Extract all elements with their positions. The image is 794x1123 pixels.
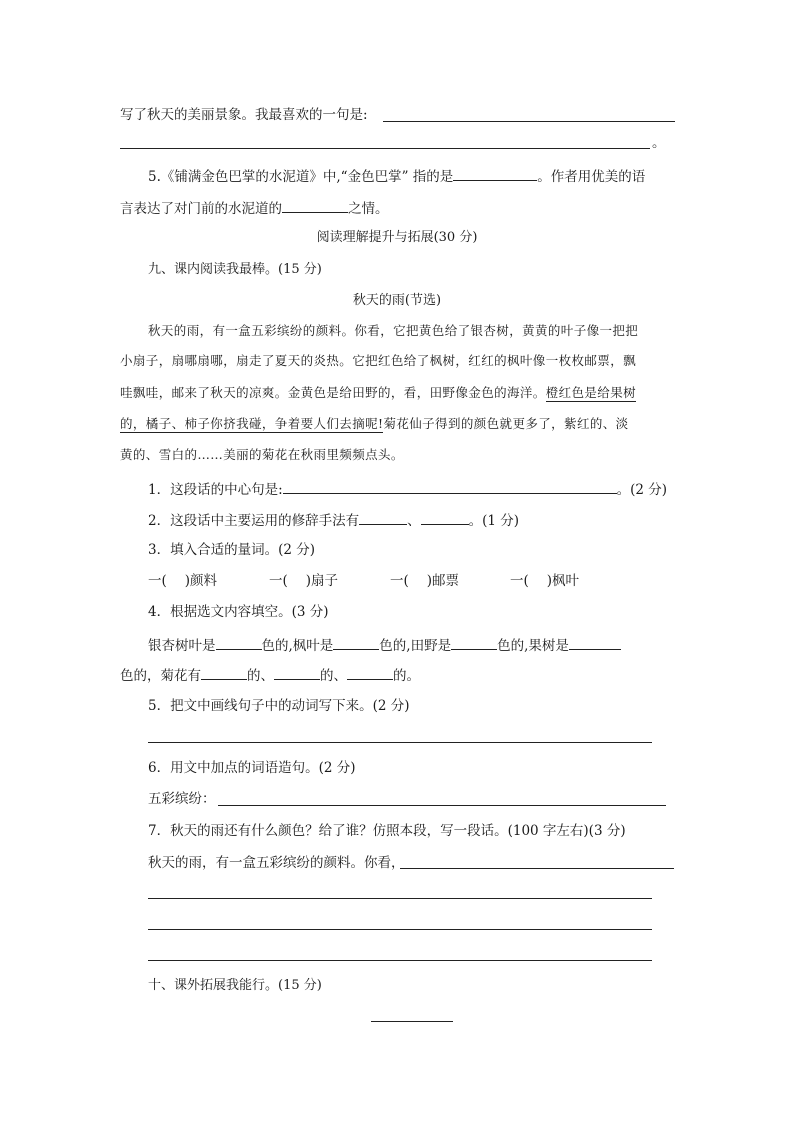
top-line-1-text: 写了秋天的美丽景象。我最喜欢的一句是: bbox=[120, 107, 368, 123]
q2-sep: 、 bbox=[407, 513, 421, 529]
q4-text: 的、 bbox=[320, 668, 347, 684]
q5-text-a: 5.《铺满金色巴掌的水泥道》中,“金色巴掌” 指的是 bbox=[148, 169, 454, 185]
blank[interactable] bbox=[421, 510, 469, 525]
item-post: )枫叶 bbox=[546, 573, 580, 589]
blank[interactable] bbox=[274, 665, 320, 680]
section-nine-heading: 九、课内阅读我最棒。(15 分) bbox=[148, 262, 322, 277]
blank[interactable] bbox=[333, 635, 379, 650]
blank[interactable] bbox=[201, 665, 247, 680]
q5-text-c: 言表达了对门前的水泥道的 bbox=[120, 201, 282, 217]
item-post: )邮票 bbox=[426, 573, 460, 589]
blank[interactable] bbox=[451, 635, 497, 650]
item-post: )颜料 bbox=[184, 573, 218, 589]
q4-line-2 bbox=[120, 665, 420, 685]
question-6: 6．用文中加点的词语造句。(2 分) bbox=[148, 760, 356, 776]
q4-line-1 bbox=[148, 635, 621, 655]
passage-line-3 bbox=[120, 384, 636, 402]
answer-line[interactable] bbox=[383, 121, 675, 122]
period: 。 bbox=[652, 135, 666, 151]
measure-word-item bbox=[148, 572, 217, 590]
passage-title: 秋天的雨(节选) bbox=[352, 293, 442, 308]
answer-line[interactable] bbox=[120, 148, 650, 149]
question-5: 5．把文中画线句子中的动词写下来。(2 分) bbox=[148, 698, 410, 714]
q4-text: 银杏树叶是 bbox=[148, 638, 216, 654]
passage-line-2: 小扇子，扇哪扇哪，扇走了夏天的炎热。它把红色给了枫树，红红的枫叶像一枚枚邮票，飘 bbox=[120, 353, 637, 368]
answer-line[interactable] bbox=[148, 898, 652, 899]
blank[interactable] bbox=[282, 198, 348, 213]
measure-word-item bbox=[269, 572, 338, 590]
question-7: 7．秋天的雨还有什么颜色？给了谁？仿照本段，写一段话。(100 字左右)(3 分) bbox=[148, 823, 626, 839]
item-pre: 一( bbox=[269, 573, 288, 589]
measure-word-item bbox=[390, 572, 459, 590]
blank[interactable] bbox=[347, 665, 393, 680]
passage-line-3-text: 哇飘哇，邮来了秋天的凉爽。金黄色是给田野的，看，田野像金色的海洋。 bbox=[120, 385, 546, 400]
top-line-1 bbox=[120, 106, 368, 124]
q1-points: 。(2 分) bbox=[616, 482, 668, 498]
q4-text: 色的,田野是 bbox=[379, 638, 452, 654]
q5-text-b: 。作者用优美的语 bbox=[537, 169, 646, 185]
question-2 bbox=[148, 510, 519, 530]
passage-line-4-text: 菊花仙子得到的颜色就更多了，紫红的、淡 bbox=[383, 416, 629, 431]
q2-points: 。(1 分) bbox=[468, 513, 520, 529]
answer-line[interactable] bbox=[148, 929, 652, 930]
section-title: 阅读理解提升与拓展(30 分) bbox=[316, 230, 478, 245]
blank[interactable] bbox=[216, 635, 262, 650]
passage-line-4 bbox=[120, 415, 629, 433]
question-5-prev-cont bbox=[120, 198, 389, 218]
answer-line[interactable] bbox=[400, 868, 674, 869]
underlined-sentence: 的，橘子、柿子你挤我碰，争着要人们去摘呢! bbox=[120, 416, 384, 431]
page-footer-rule bbox=[371, 1021, 453, 1022]
blank[interactable] bbox=[283, 479, 617, 494]
q7-start: 秋天的雨，有一盒五彩缤纷的颜料。你看， bbox=[148, 855, 405, 871]
measure-word-item bbox=[510, 572, 579, 590]
blank[interactable] bbox=[359, 510, 407, 525]
passage-line-1: 秋天的雨，有一盒五彩缤纷的颜料。你看，它把黄色给了银杏树，黄黄的叶子像一把把 bbox=[148, 323, 639, 338]
q4-text: 的、 bbox=[247, 668, 274, 684]
question-1 bbox=[148, 479, 667, 499]
answer-line[interactable] bbox=[218, 805, 666, 806]
blank[interactable] bbox=[569, 635, 621, 650]
q4-text: 色的，菊花有 bbox=[120, 668, 201, 684]
question-4: 4．根据选文内容填空。(3 分) bbox=[148, 604, 329, 620]
q4-text: 的。 bbox=[393, 668, 420, 684]
q5-text-d: 之情。 bbox=[348, 201, 389, 217]
item-pre: 一( bbox=[390, 573, 409, 589]
item-pre: 一( bbox=[148, 573, 167, 589]
q4-text: 色的,果树是 bbox=[497, 638, 569, 654]
item-pre: 一( bbox=[510, 573, 529, 589]
underlined-sentence: 橙红色是给果树 bbox=[545, 385, 637, 400]
q4-text: 色的,枫叶是 bbox=[261, 638, 334, 654]
q6-word-label: 五彩缤纷： bbox=[148, 791, 216, 807]
question-3: 3．填入合适的量词。(2 分) bbox=[148, 542, 316, 558]
section-ten-heading: 十、课外拓展我能行。(15 分) bbox=[148, 978, 322, 993]
q2-text: 2．这段话中主要运用的修辞手法有 bbox=[148, 513, 360, 529]
item-post: )扇子 bbox=[305, 573, 339, 589]
answer-line[interactable] bbox=[148, 742, 652, 743]
answer-line[interactable] bbox=[148, 960, 652, 961]
q1-text: 1．这段话的中心句是: bbox=[148, 482, 283, 498]
question-5-prev bbox=[148, 166, 645, 186]
blank[interactable] bbox=[453, 166, 537, 181]
passage-line-5: 黄的、雪白的……美丽的菊花在秋雨里频频点头。 bbox=[120, 447, 404, 462]
